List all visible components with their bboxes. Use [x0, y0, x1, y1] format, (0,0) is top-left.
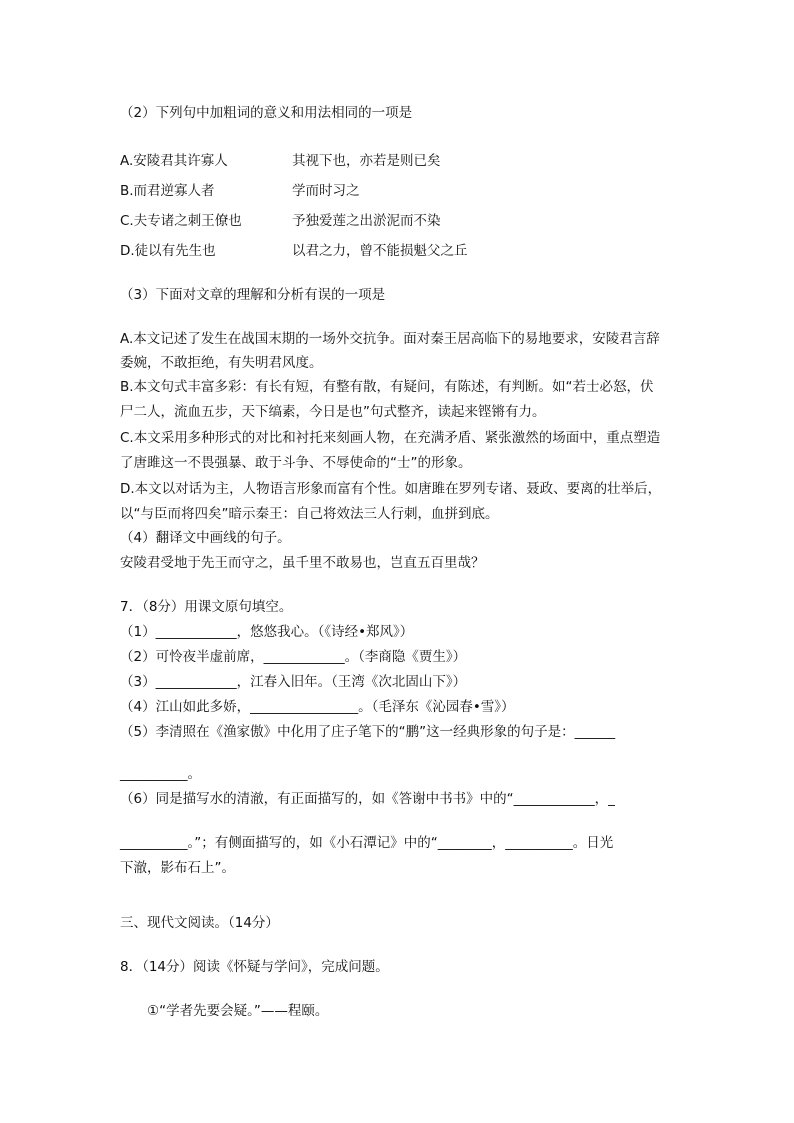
reading-paragraph-1: ①“学者先要会疑。”——程颐。	[147, 1003, 329, 1019]
question-3-line: 尸二人，流血五步，天下缟素，今日是也”句式整齐，读起来铿锵有力。	[120, 404, 546, 420]
question-3-line: B.本文句式丰富多彩：有长有短，有整有散，有疑问，有陈述，有判断。如“若士必怒，伏	[120, 379, 654, 395]
question-3-line: A.本文记述了发生在战国末期的一场外交抗争。面对秦王居高临下的易地要求，安陵君言辞	[120, 331, 660, 347]
question-3-line: C.本文采用多种形式的对比和衬托来刻画人物，在充满矛盾、紧张激然的场面中，重点塑造	[120, 430, 661, 446]
option-a-left: A.安陵君其许寡人	[120, 153, 228, 169]
question-2-stem: （2）下列句中加粗词的意义和用法相同的一项是	[120, 105, 413, 121]
fill-blank-item: （4）江山如此多娇，________________。（毛泽东《沁园春•雪》）	[120, 699, 515, 715]
fill-blank-item: 下澈，影布石上”。	[120, 860, 235, 876]
question-7-stem: 7．（8分）用课文原句填空。	[120, 599, 293, 615]
question-3-stem: （3）下面对文章的理解和分析有误的一项是	[120, 287, 386, 303]
question-8-stem: 8．（14分）阅读《怀疑与学问》，完成问题。	[120, 959, 389, 975]
option-a-right: 其视下也，亦若是则已矣	[292, 153, 441, 169]
option-b-right: 学而时习之	[292, 183, 360, 199]
question-3-line: 了唐雎这一不畏强暴、敢于斗争、不辱使命的“士”的形象。	[120, 455, 472, 471]
option-c-right: 予独爱莲之出淤泥而不染	[292, 213, 441, 229]
question-3-line: 以“与臣而将四矣”暗示秦王：自己将效法三人行刺，血拼到底。	[120, 506, 499, 522]
fill-blank-item: （1）____________，悠悠我心。（《诗经•郑风》）	[120, 624, 414, 640]
fill-blank-item: （2）可怜夜半虚前席，____________。（李商隐《贾生》）	[120, 649, 467, 665]
fill-blank-item: （6）同是描写水的清澈，有正面描写的，如《答谢中书书》中的“____________，_	[120, 791, 615, 807]
question-4-stem: （4）翻译文中画线的句子。	[120, 530, 291, 546]
option-c-left: C.夫专诸之刺王僚也	[120, 213, 242, 229]
fill-blank-item: __________。”；有侧面描写的，如《小石潭记》中的“________，__________。日光	[120, 835, 614, 851]
question-3-line: 委婉，不敢拒绝，有失明君风度。	[120, 355, 323, 371]
section-3-heading: 三、现代文阅读。（14分）	[120, 915, 279, 931]
question-3-line: D.本文以对话为主，人物语言形象而富有个性。如唐雎在罗列专诸、聂政、要离的壮举后，	[120, 481, 662, 497]
option-b-left: B.而君逆寡人者	[120, 183, 215, 199]
fill-blank-item: __________。	[120, 766, 201, 782]
question-4-sentence: 安陵君受地于先王而守之，虽千里不敢易也，岂直五百里哉？	[120, 555, 485, 571]
fill-blank-item: （3）____________，江春入旧年。（王湾《次北固山下》）	[120, 674, 467, 690]
fill-blank-item: （5）李清照在《渔家傲》中化用了庄子笔下的“鹏”这一经典形象的句子是：______	[120, 724, 616, 740]
option-d-right: 以君之力，曾不能损魁父之丘	[292, 243, 468, 259]
option-d-left: D.徒以有先生也	[120, 243, 216, 259]
